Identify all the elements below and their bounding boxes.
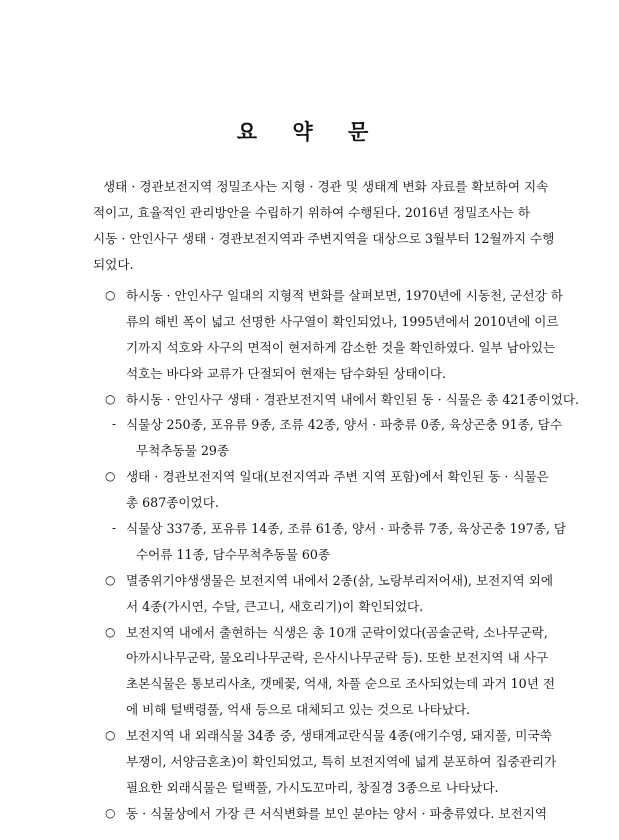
item-line: 하시동 · 안인사구 일대의 지형적 변화를 살펴보면, 1970년에 시동천, 군선강 하 bbox=[126, 288, 563, 303]
item-line: 아까시나무군락, 물오리나무군락, 은사시나무군락 등). 또한 보전지역 내 사구 bbox=[126, 650, 549, 666]
bullet-item bbox=[93, 723, 557, 801]
item-line: 보전지역 내 외래식물 34종 중, 생태계교란식물 4종(애기수영, 돼지풀, 미국쑥 bbox=[126, 728, 552, 744]
item-line: 필요한 외래식물은 털백풀, 가시도꼬마리, 창질경 3종으로 나타났다. bbox=[126, 779, 499, 795]
item-line: 초본식물은 통보리사초, 갯메꽃, 억새, 차풀 순으로 조사되었는데 과거 10년 전 bbox=[126, 676, 556, 692]
dash-subitem bbox=[93, 516, 567, 568]
intro-line: 되었다. bbox=[93, 256, 134, 272]
item-line: 부쟁이, 서양금혼초)이 확인되었고, 특히 보전지역에 넓게 분포하여 집중관리가 bbox=[126, 754, 557, 770]
item-line: 하시동 · 안인사구 생태 · 경관보전지역 내에서 확인된 동 · 식물은 총 421종이었다. bbox=[126, 391, 580, 407]
circle-bullet-icon: ○ bbox=[105, 288, 116, 302]
circle-bullet-icon: ○ bbox=[105, 469, 116, 484]
item-line: 멸종위기야생생물은 보전지역 내에서 2종(삵, 노랑부리저어새), 보전지역 외에 bbox=[126, 572, 553, 588]
dash-bullet-icon: - bbox=[112, 521, 117, 536]
bullet-item bbox=[93, 620, 556, 724]
item-line: 무척추동물 29종 bbox=[136, 443, 230, 459]
circle-bullet-icon: ○ bbox=[105, 805, 116, 820]
item-line: 서 4종(가시연, 수달, 큰고니, 새호리기)이 확인되었다. bbox=[126, 598, 424, 614]
page-title: 요 약 문 bbox=[236, 119, 383, 144]
item-line: 기까지 석호와 사구의 면적이 현저하게 감소한 것을 확인하였다. 일부 남아있는 bbox=[126, 339, 556, 355]
item-line: 동 · 식물상에서 가장 큰 서식변화를 보인 분야는 양서 · 파충류였다. 보전지역 bbox=[126, 805, 548, 821]
dash-bullet-icon: - bbox=[112, 417, 117, 432]
item-line: 석호는 바다와 교류가 단절되어 현재는 담수화된 상태이다. bbox=[126, 365, 446, 381]
intro-paragraph bbox=[93, 174, 555, 278]
item-line: 생태 · 경관보전지역 일대(보전지역과 주변 지역 포함)에서 확인된 동 · 식물은 bbox=[126, 469, 549, 485]
item-line: 식물상 337종, 포유류 14종, 조류 61종, 양서 · 파충류 7종, 육상곤충 197종, 담 bbox=[126, 521, 567, 537]
circle-bullet-icon: ○ bbox=[105, 624, 116, 639]
intro-line: 시동 · 안인사구 생태 · 경관보전지역과 주변지역을 대상으로 3월부터 12월까지 수행 bbox=[93, 230, 555, 246]
summary-list bbox=[93, 283, 580, 827]
bullet-item bbox=[93, 283, 563, 387]
item-line: 류의 해빈 폭이 넓고 선명한 사구열이 확인되었나, 1995년에서 2010년에 이르 bbox=[126, 313, 559, 329]
item-line: 식물상 250종, 포유류 9종, 조류 42종, 양서 · 파충류 0종, 육상곤충 91종, 담수 bbox=[126, 417, 563, 433]
dash-subitem bbox=[93, 412, 563, 464]
item-line: 에 비해 털백령풀, 억새 등으로 대체되고 있는 것으로 나타났다. bbox=[126, 702, 471, 718]
item-line: 수어류 11종, 담수무척추동물 60종 bbox=[136, 546, 331, 562]
circle-bullet-icon: ○ bbox=[105, 728, 116, 743]
item-line: 총 687종이었다. bbox=[126, 495, 219, 511]
bullet-item bbox=[93, 387, 580, 413]
circle-bullet-icon: ○ bbox=[105, 391, 116, 406]
intro-line: 생태 · 경관보전지역 정밀조사는 지형 · 경관 및 생태계 변화 자료를 확보하여 지속 bbox=[103, 179, 549, 194]
circle-bullet-icon: ○ bbox=[105, 572, 116, 587]
item-line: 보전지역 내에서 출현하는 식생은 총 10개 군락이었다(곰솔군락, 소나무군락, bbox=[126, 624, 548, 640]
bullet-item bbox=[93, 464, 549, 516]
bullet-item bbox=[93, 801, 548, 827]
intro-line: 적이고, 효율적인 관리방안을 수립하기 위하여 수행된다. 2016년 정밀조사는 하 bbox=[93, 204, 531, 220]
bullet-item bbox=[93, 568, 553, 620]
